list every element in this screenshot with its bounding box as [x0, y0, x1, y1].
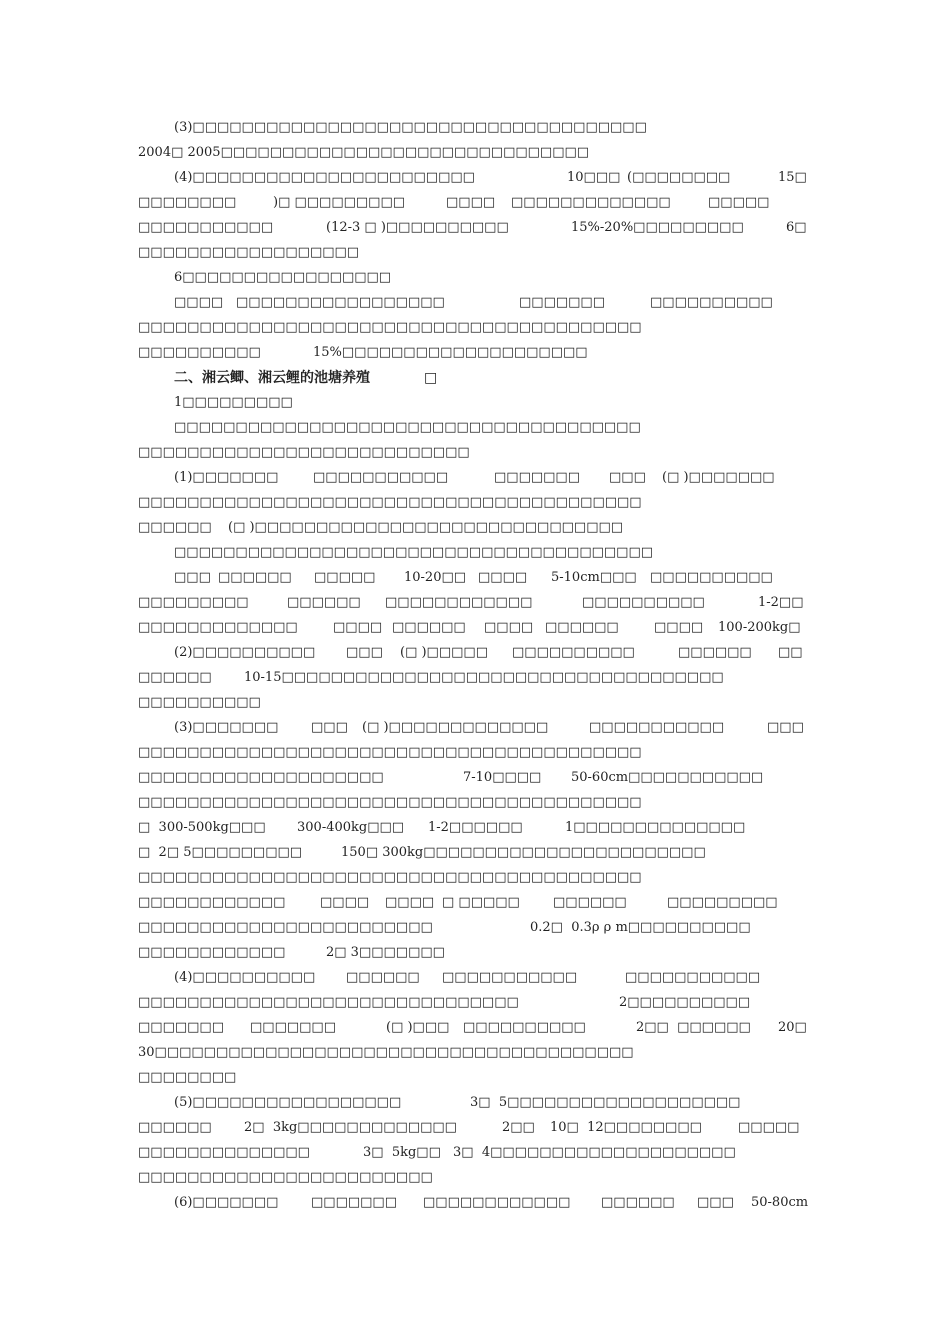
text-segment: 100-200kg□: [718, 620, 801, 635]
text-line: [0, 168, 950, 188]
text-segment: □□□□□□□□□□□□□: [511, 195, 671, 210]
text-segment: □□□□□□□□□□□□□□□□□□□□: [138, 770, 384, 785]
text-segment: □□□□□□□□□□□□□□: [138, 1145, 310, 1160]
text-segment: □□□□□□□□□□□□□□□□□□□□□□□□□□□□□□□□□□□□□□□□□: [138, 795, 642, 810]
text-segment: (□ )□□□□□□□□□□□□□: [362, 720, 549, 735]
text-segment: □□□: [311, 720, 348, 735]
text-line: [0, 768, 950, 788]
text-segment: □□□□□□□□□□□□□□□□□□□□□□□□□□□□□□□□□□□□□□□□□: [138, 320, 642, 335]
text-segment: 2□□: [502, 1120, 535, 1135]
text-line: [0, 993, 950, 1013]
text-segment: 3□ 5kg□□: [363, 1145, 441, 1160]
text-line: [0, 143, 950, 163]
text-segment: □□□□□□□□□□□□: [385, 595, 533, 610]
text-line: [0, 568, 950, 588]
text-segment: □□□□□□□□□□□□□□□□□□□□□□□□□□□□□□□: [138, 995, 519, 1010]
text-segment: □□□□□□□□□□□□□□□□□□□□□□□□□□□: [138, 445, 470, 460]
text-line: [0, 918, 950, 938]
text-segment: □□□□□□□: [311, 1195, 397, 1210]
text-line: [0, 1143, 950, 1163]
text-segment: (2)□□□□□□□□□□: [174, 645, 316, 660]
text-segment: 2□ 3kg□□□□□□□□□□□□□: [244, 1120, 457, 1135]
text-segment: □□□□□: [708, 195, 770, 210]
text-line: [0, 393, 950, 413]
text-segment: □□□□□□□□□□□□□□□□□□□□□□□□: [138, 920, 433, 935]
text-segment: □□□□□□□: [250, 1020, 336, 1035]
text-segment: 20□: [778, 1020, 807, 1035]
text-segment: □□□□□□□□□□□□: [138, 895, 286, 910]
text-segment: □□□□□□: [346, 970, 420, 985]
text-segment: □□□□□□□□□□: [463, 1020, 586, 1035]
text-segment: □□□□□□□□□□□□□□□□□□□□□□□□: [138, 1170, 433, 1185]
text-segment: □ 300-500kg□□□: [138, 820, 266, 835]
text-segment: 10□ 12□□□□□□□□: [550, 1120, 702, 1135]
text-line: [0, 718, 950, 738]
text-segment: □□□□□□□□□□□□□□□□□□□□□□□□□□□□□□□□□□□□□□□□□: [138, 745, 642, 760]
text-segment: □□□□□□□□□: [667, 895, 778, 910]
text-segment: □□□: [697, 1195, 734, 1210]
text-segment: 2□□ □□□□□□: [636, 1020, 751, 1035]
text-line: [0, 843, 950, 863]
text-segment: (12-3 □ )□□□□□□□□□□: [326, 220, 509, 235]
text-segment: □□□□□□□□□□□□□: [138, 620, 298, 635]
text-segment: □□□□□□: [218, 570, 292, 585]
text-segment: □□□□□: [738, 1120, 800, 1135]
text-segment: 2□□□□□□□□□□: [619, 995, 751, 1010]
text-segment: □□□□□□□□□: [138, 595, 249, 610]
text-segment: □□□□□□□□□□: [582, 595, 705, 610]
text-line: [0, 293, 950, 313]
text-segment: 15%-20%□□□□□□□□□: [571, 220, 744, 235]
text-segment: □□□□□□: [138, 1120, 212, 1135]
text-segment: 30□□□□□□□□□□□□□□□□□□□□□□□□□□□□□□□□□□□□□□□: [138, 1045, 634, 1060]
text-segment: □□□□□□: [545, 620, 619, 635]
text-segment: □□: [778, 645, 803, 660]
text-segment: 1□□□□□□□□□: [174, 395, 293, 410]
text-line: [0, 1193, 950, 1213]
text-segment: (4)□□□□□□□□□□: [174, 970, 316, 985]
text-segment: (5)□□□□□□□□□□□□□□□□□: [174, 1095, 402, 1110]
text-segment: □□□□□□: [601, 1195, 675, 1210]
text-line: [0, 118, 950, 138]
text-segment: □□□□□□□□□□: [138, 695, 261, 710]
text-segment: □□□□□□□□□□□: [313, 470, 449, 485]
text-segment: □□□□□□□□□□□□□□□□□□: [138, 245, 360, 260]
text-line: [0, 693, 950, 713]
text-segment: 50-80cm: [751, 1195, 809, 1210]
text-segment: 300-400kg□□□: [297, 820, 405, 835]
text-segment: 1□□□□□□□□□□□□□□: [565, 820, 746, 835]
text-segment: (□□□□□□□□: [627, 170, 731, 185]
text-line: [0, 543, 950, 563]
text-line: [0, 668, 950, 688]
text-segment: □□□□□□□□□□: [138, 345, 261, 360]
text-segment: 6□: [786, 220, 807, 235]
text-segment: (6)□□□□□□□: [174, 1195, 279, 1210]
text-line: [0, 343, 950, 363]
text-segment: □□□□□□: [678, 645, 752, 660]
text-segment: □□□□: [385, 895, 435, 910]
text-segment: □ □□□□□: [442, 895, 520, 910]
text-segment: □□□: [609, 470, 646, 485]
text-segment: □□□□□□□□□□□□□□□□□□□□□□□□□□□□□□□□□□□□□□□□□: [138, 495, 642, 510]
text-segment: □□□□□□□□□□□□□□□□□□□□□□□□□□□□□□□□□□□□□□□: [174, 545, 654, 560]
text-segment: □□□□: [174, 295, 224, 310]
text-line: [0, 743, 950, 763]
text-segment: □□□□□□□□: [138, 195, 237, 210]
text-segment: 6□□□□□□□□□□□□□□□□□: [174, 270, 392, 285]
text-segment: □□□□□□□□□□□□: [423, 1195, 571, 1210]
text-segment: □□□□□□□: [494, 470, 580, 485]
text-segment: 2□ 3□□□□□□□: [326, 945, 445, 960]
text-segment: 2004□ 2005□□□□□□□□□□□□□□□□□□□□□□□□□□□□□□: [138, 145, 590, 160]
text-segment: 15□: [778, 170, 807, 185]
text-segment: □□□□: [446, 195, 496, 210]
text-segment: □□□□□□□□□□□: [138, 220, 274, 235]
text-line: [0, 468, 950, 488]
text-segment: □□□□□: [314, 570, 376, 585]
text-segment: (□ )□□□□□: [400, 645, 488, 660]
text-segment: □□□: [346, 645, 383, 660]
text-segment: 150□ 300kg□□□□□□□□□□□□□□□□□□□□□□□: [341, 845, 706, 860]
text-line: [0, 1118, 950, 1138]
text-segment: □□□□□□: [138, 670, 212, 685]
text-segment: (1)□□□□□□□: [174, 470, 279, 485]
text-segment: □□□: [767, 720, 804, 735]
text-line: [0, 1043, 950, 1063]
text-segment: 1-2□□: [758, 595, 804, 610]
text-line: [0, 243, 950, 263]
text-segment: □□□□□□□□: [138, 1070, 237, 1085]
text-segment: □□□□□□□□□□□□□□□□□□□□□□□□□□□□□□□□□□□□□□□□□: [138, 870, 642, 885]
text-line: [0, 318, 950, 338]
text-segment: 0.2□ 0.3ρ ρ m□□□□□□□□□□: [530, 920, 751, 935]
text-segment: □□□□□□□: [519, 295, 605, 310]
text-line: [0, 1068, 950, 1088]
text-segment: □□□□: [333, 620, 383, 635]
text-segment: □□□□□□: [392, 620, 466, 635]
text-segment: □□□□: [484, 620, 534, 635]
text-line: [0, 818, 950, 838]
text-segment: 1-2□□□□□□: [428, 820, 523, 835]
text-line: [0, 268, 950, 288]
text-segment: )□ □□□□□□□□□: [273, 195, 406, 210]
text-line: [0, 1018, 950, 1038]
text-line: [0, 968, 950, 988]
text-segment: □□□□□□□□□□□: [442, 970, 578, 985]
text-line: [0, 518, 950, 538]
text-segment: 15%□□□□□□□□□□□□□□□□□□□□: [313, 345, 588, 360]
text-segment: □□□□□□: [138, 520, 212, 535]
text-segment: □□□□: [320, 895, 370, 910]
text-segment: 5-10cm□□□: [551, 570, 637, 585]
text-line: [0, 493, 950, 513]
text-line: [0, 1093, 950, 1113]
text-segment: □□□□□□□□□□□: [625, 970, 761, 985]
text-segment: 7-10□□□□: [463, 770, 542, 785]
text-line: [0, 1168, 950, 1188]
text-segment: □□□□□□□: [138, 1020, 224, 1035]
text-segment: □□□□□□□□□□□: [589, 720, 725, 735]
text-line: [0, 868, 950, 888]
text-segment: □□□□□□□□□□: [512, 645, 635, 660]
heading-mark: □: [424, 370, 438, 386]
text-line: [0, 218, 950, 238]
section-heading: [0, 368, 950, 388]
text-segment: (□ )□□□: [386, 1020, 450, 1035]
text-segment: □□□: [174, 570, 211, 585]
text-line: [0, 593, 950, 613]
text-segment: □□□□: [478, 570, 528, 585]
text-line: [0, 893, 950, 913]
text-line: [0, 943, 950, 963]
text-segment: (□ )□□□□□□□□□□□□□□□□□□□□□□□□□□□□□□: [228, 520, 624, 535]
text-segment: □□□□: [654, 620, 704, 635]
text-line: [0, 618, 950, 638]
text-segment: 10□□□: [567, 170, 621, 185]
text-segment: □□□□□□□□□□□□: [138, 945, 286, 960]
text-segment: (3)□□□□□□□: [174, 720, 279, 735]
text-segment: 10-20□□: [404, 570, 467, 585]
text-segment: □□□□□□□□□□: [650, 295, 773, 310]
text-segment: (□ )□□□□□□□: [662, 470, 775, 485]
text-segment: 50-60cm□□□□□□□□□□□: [571, 770, 764, 785]
text-segment: 3□ 5□□□□□□□□□□□□□□□□□□□: [470, 1095, 741, 1110]
text-line: [0, 443, 950, 463]
text-line: [0, 643, 950, 663]
text-segment: □□□□□□□□□□: [650, 570, 773, 585]
text-segment: 10-15□□□□□□□□□□□□□□□□□□□□□□□□□□□□□□□□□□□□: [244, 670, 724, 685]
text-line: [0, 193, 950, 213]
text-segment: □□□□□□: [287, 595, 361, 610]
text-segment: (3)□□□□□□□□□□□□□□□□□□□□□□□□□□□□□□□□□□□□□: [174, 120, 647, 135]
text-line: [0, 793, 950, 813]
text-segment: □□□□□□□□□□□□□□□□□□□□□□□□□□□□□□□□□□□□□□: [174, 420, 641, 435]
text-line: [0, 418, 950, 438]
heading-text: 二、湘云鲫、湘云鲤的池塘养殖: [174, 370, 370, 386]
text-segment: □□□□□□: [553, 895, 627, 910]
text-segment: 3□ 4□□□□□□□□□□□□□□□□□□□□: [453, 1145, 736, 1160]
text-segment: □□□□□□□□□□□□□□□□□: [236, 295, 445, 310]
text-segment: □ 2□ 5□□□□□□□□□: [138, 845, 303, 860]
text-segment: (4)□□□□□□□□□□□□□□□□□□□□□□□: [174, 170, 475, 185]
